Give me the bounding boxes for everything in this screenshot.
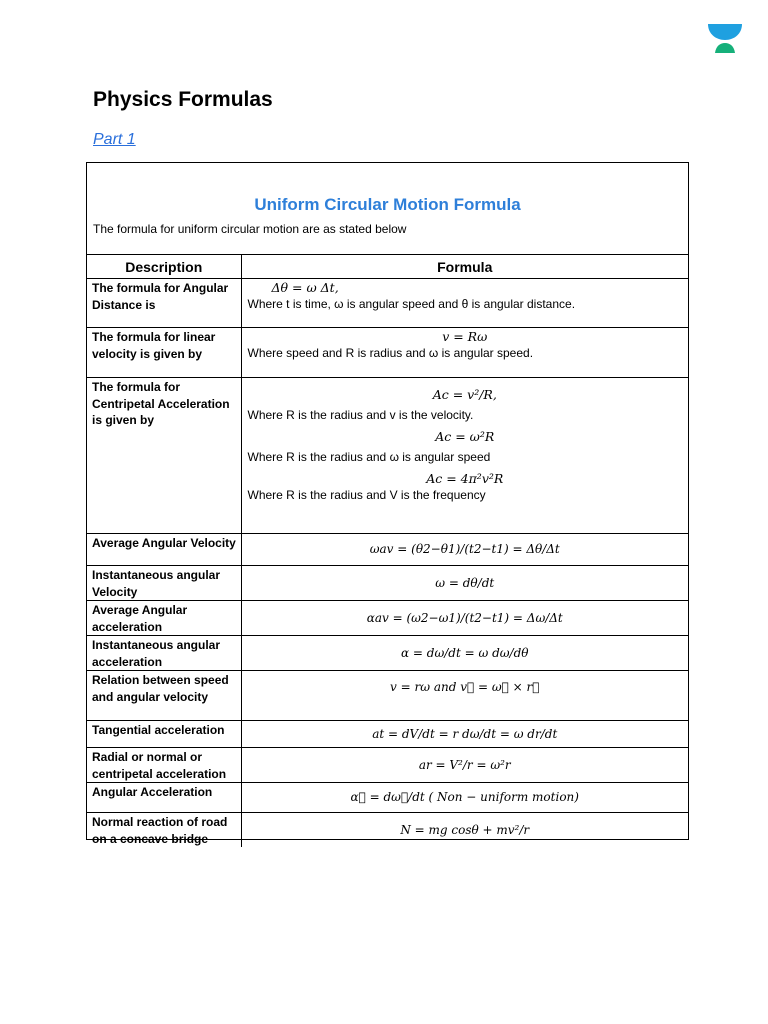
formula-line: v = Rω [442, 329, 488, 344]
row-formula: N = mg cosθ + mv²/r [241, 813, 688, 848]
formula-note: Where R is the radius and V is the frequency [247, 488, 486, 502]
document-title: Physics Formulas [93, 88, 273, 111]
formula-line: Ac = v²/R, [432, 387, 497, 402]
row-formula [241, 279, 688, 328]
formula-note: Where speed and R is radius and ω is angular speed. [247, 346, 534, 360]
row-description: The formula for Centripetal Acceleration is given by [87, 378, 241, 534]
formula-table [87, 254, 688, 847]
row-description: The formula for linear velocity is given by [87, 328, 241, 378]
unacademy-logo-icon [706, 22, 744, 54]
table-row [87, 636, 688, 671]
formula-note: Where R is the radius and ω is angular speed [247, 450, 491, 464]
table-row [87, 601, 688, 636]
row-description: Angular Acceleration [87, 783, 241, 813]
formula-line: Δθ = ω Δt, [271, 280, 339, 295]
row-description: Tangential acceleration [87, 721, 241, 748]
row-formula: ωav = (θ2−θ1)/(t2−t1) = Δθ/Δt [241, 534, 688, 566]
table-row [87, 534, 688, 566]
formula-note: Where t is time, ω is angular speed and θ is angular distance. [247, 297, 576, 311]
row-formula: v = rω and v⃗ = ω⃗ × r⃗ [241, 671, 688, 721]
table-row [87, 378, 688, 534]
part-1-link[interactable]: Part 1 [93, 131, 136, 148]
row-formula: α = dω/dt = ω dω/dθ [241, 636, 688, 671]
row-description: Radial or normal or centripetal acceleration [87, 748, 241, 783]
description-header: Description [87, 255, 241, 279]
row-formula [241, 378, 688, 534]
row-formula: ar = V²/r = ω²r [241, 748, 688, 783]
row-formula: αav = (ω2−ω1)/(t2−t1) = Δω/Δt [241, 601, 688, 636]
section-intro: The formula for uniform circular motion are as stated below [93, 222, 407, 236]
table-row [87, 279, 688, 328]
row-description: The formula for Angular Distance is [87, 279, 241, 328]
table-row [87, 328, 688, 378]
formula-sheet [86, 162, 689, 846]
table-row [87, 721, 688, 748]
formula-line: Ac = ω²R [435, 429, 495, 444]
row-formula: α⃗ = dω⃗/dt ( Non − uniform motion) [241, 783, 688, 813]
row-description: Instantaneous angular Velocity [87, 566, 241, 601]
row-formula [241, 328, 688, 378]
section-title: Uniform Circular Motion Formula [254, 195, 521, 214]
formula-line: Ac = 4π²v²R [426, 471, 504, 486]
table-header-row [87, 255, 688, 279]
row-description: Instantaneous angular acceleration [87, 636, 241, 671]
formula-note: Where R is the radius and v is the velocity. [247, 408, 474, 422]
row-description: Average Angular Velocity [87, 534, 241, 566]
row-description: Average Angular acceleration [87, 601, 241, 636]
table-row [87, 748, 688, 783]
table-row [87, 813, 688, 848]
formula-header: Formula [241, 255, 688, 279]
table-row [87, 783, 688, 813]
table-row [87, 566, 688, 601]
table-row [87, 671, 688, 721]
row-description: Relation between speed and angular velocity [87, 671, 241, 721]
row-formula: at = dV/dt = r dω/dt = ω dr/dt [241, 721, 688, 748]
row-description: Normal reaction of road on a concave bridge [87, 813, 241, 848]
row-formula: ω = dθ/dt [241, 566, 688, 601]
